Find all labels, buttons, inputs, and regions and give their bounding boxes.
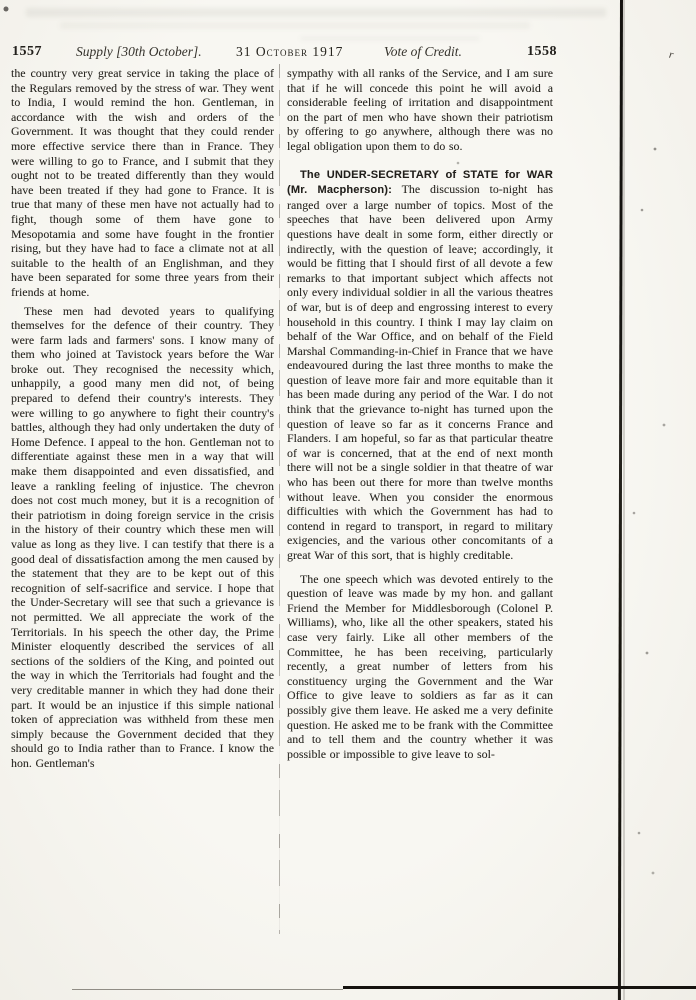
bleedthrough-artifact bbox=[300, 36, 480, 41]
paragraph-continuation: sympathy with all ranks of the Service, and I am sure that if he will concede this point he will avoid a considerable feeling of irritation and disappointment on the part of men who have shown their patriotism by offering to go anywhere, although there was no legal obligation upon them to do so. bbox=[287, 66, 553, 153]
paragraph: These men had devoted years to qualifying themselves for the defence of their country. They were farm lads and farmers' sons. I know many of them who joined at Tavistock years before the War broke out. They recognised the necessity which, unhappily, a good many men did not, of being prepared to defend their country's interests. They were willing to go anywhere to fight their country's battles, although they had only undertaken the duty of Home Defence. I appeal to the hon. Gentleman not to differentiate against these men in a way that will make them disappointed and even dissatisfied, and leave a rankling feeling of injustice. The chevron does not cost much money, but it is a recognition of their patriotism in doing foreign service in the crisis in the history of their country which these men will value as long as they live. I can testify that there is a good deal of dissatisfaction among the men caused by the statement that they are to be kept out of this recognition of self-sacrifice and service. I hope that the Under-Secretary will see that such a grievance is not permitted. We all appreciate the work of the Territorials. In his speech the other day, the Prime Minister eloquently described the services of all sections of the soldiers of the King, and pointed out the way in which the Territorials had fought and the very creditable manner in which they had done their part. It would be an injustice if this simple national token of appreciation was withheld from these men simply because the Government decided that they should go to India rather than to France. I know the hon. Gentleman's bbox=[11, 303, 274, 770]
running-title-left: Supply [30th October]. bbox=[76, 44, 202, 59]
speech-paragraph bbox=[287, 167, 553, 563]
bleedthrough-artifact bbox=[60, 22, 530, 29]
right-text-column bbox=[287, 66, 553, 940]
bleedthrough-artifact bbox=[26, 8, 606, 17]
bottom-rule-left bbox=[72, 989, 343, 990]
page-gutter-scan-line bbox=[618, 0, 623, 1000]
header-date: 31 October 1917 bbox=[236, 44, 344, 59]
paragraph: The one speech which was devoted entirely to the question of leave was made by my hon. and gallant Friend the Member for Middlesborough (Colonel P. Williams), who, like all the other speakers, stated his case very fairly. Like all other members of the Committee, he has been receiving, particularly recently, a great number of letters from his constituency urging the Government and the War Office to give leave to soldiers as far as it can possibly give them leave. He asked me a very definite question. He asked me to be frank with the Committee and to tell them and the country whether it was possible or impossible to give leave to sol- bbox=[287, 571, 553, 761]
page-number-left: 1557 bbox=[12, 44, 42, 59]
stray-pen-mark: r bbox=[668, 48, 675, 62]
paragraph-continuation: the country very great service in taking the place of the Regulars removed by the stress of war. They went to India, I would remind the hon. Gentleman, in accordance with the wish and orders of the Government. It was thought that they could render more effective service there than in France. They were willing to go to France, and I submit that they ought not to be treated differently than they would have been treated if they had gone to France. It is true that many of these men have not actually had to fight, though some of them have gone to Mesopotamia and some have fought in the frontier rising, but they have had to face a climate not at all suitable to the health of an Englishman, and they have been separated for some three years from their friends at home. bbox=[11, 66, 274, 299]
speaker-name: The UNDER-SECRETARY of STATE for WAR (Mr. Macpherson): bbox=[287, 168, 553, 197]
speech-text: The discussion to-night has ranged over a large number of topics. Most of the speeches that have been delivered upon Army questions have dealt in some form, either directly or indirectly, with the question of leave; accordingly, it would be fitting that I should first of all devote a few remarks to that important subject which affects not only every individual soldier in all the various theatres of war, but is of deep and engrossing interest to every household in this country. I think I may lay claim on behalf of the War Office, and on behalf of the Field Marshal Commanding-in-Chief in France that we have endeavoured during the last three months to make the question of leave more fair and more equitable than it has been made during any period of the War. I do not think that the grievance to-night has turned upon the question of leave so far as it concerns France and Flanders. I am hopeful, so far as that particular theatre of war is concerned, that at the end of next month there will not be a single soldier in that theatre of war who has been out there for more than twelve months without leave. When you consider the enormous difficulties with which the Government has had to contend in regard to transport, in regard to military exigencies, and the various other concomitants of a great War of this sort, that is highly creditable. bbox=[287, 182, 553, 562]
running-title-right: Vote of Credit. bbox=[384, 44, 462, 59]
column-divider-rule bbox=[279, 64, 280, 934]
scan-specks bbox=[0, 0, 2, 2]
bottom-rule-right bbox=[343, 986, 696, 989]
gutter-shadow bbox=[623, 0, 625, 1000]
page-number-right: 1558 bbox=[527, 44, 557, 59]
left-text-column bbox=[11, 66, 274, 940]
